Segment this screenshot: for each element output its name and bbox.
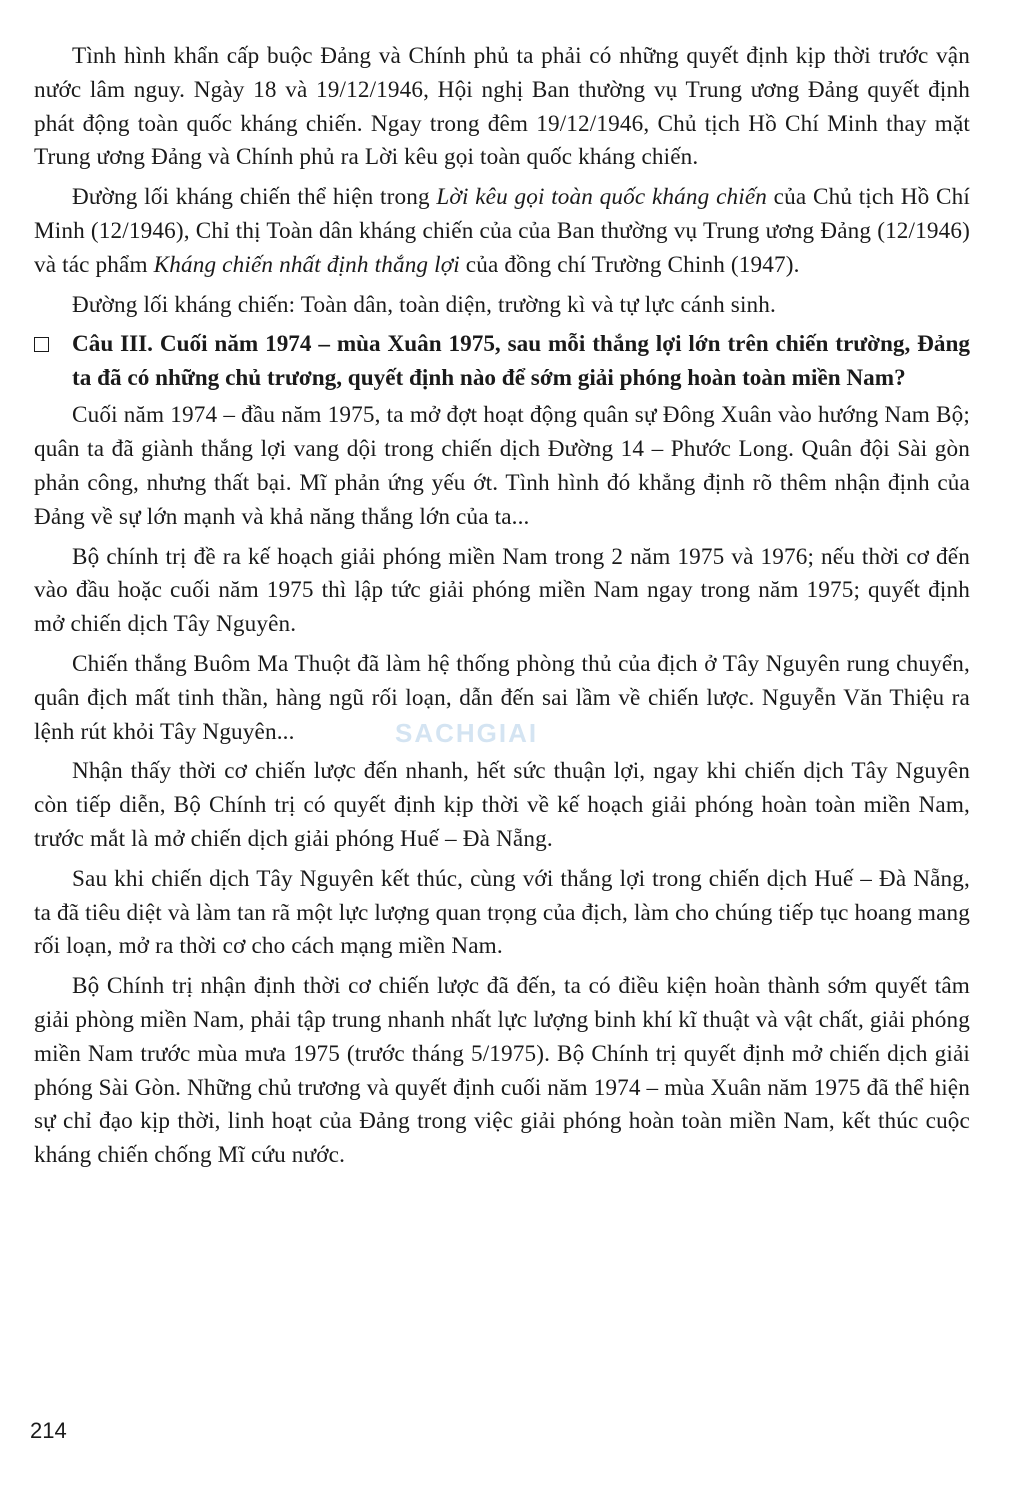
paragraph-line-italic-1: Lời kêu gọi toàn quốc kháng chiến	[436, 184, 768, 211]
page-number: 214	[30, 1418, 67, 1443]
question-text: Câu III. Cuối năm 1974 – mùa Xuân 1975, sau mỗi thắng lợi lớn trên chiến trường, Đảng ta đã có những chủ trương, quyết định nào để sớm giải phóng hoàn toàn miền Nam?	[72, 331, 970, 391]
checkbox-icon	[34, 337, 49, 352]
answer-paragraph-3: Chiến thắng Buôm Ma Thuột đã làm hệ thống phòng thủ của địch ở Tây Nguyên rung chuyển, quân địch mất tinh thần, hàng ngũ rối loạn, dẫn đến sai lầm về chiến lược. Nguyễn Văn Thiệu ra lệnh rút khỏi Tây Nguyên...	[34, 650, 970, 745]
paragraph-line-italic-2: Kháng chiến nhất định thắng lợi	[153, 251, 460, 278]
paragraph-line-text-3: của đồng chí Trường Chinh (1947).	[459, 251, 800, 278]
question-heading	[34, 328, 970, 395]
paragraph-intro: Tình hình khẩn cấp buộc Đảng và Chính phủ ta phải có những quyết định kịp thời trước vận nước lâm nguy. Ngày 18 và 19/12/1946, Hội nghị Ban thường vụ Trung ương Đảng quyết định phát động toàn quốc kháng chiến. Ngay trong đêm 19/12/1946, Chủ tịch Hồ Chí Minh thay mặt Trung ương Đảng và Chính phủ ra Lời kêu gọi toàn quốc kháng chiến.	[34, 43, 970, 171]
paragraph-summary: Đường lối kháng chiến: Toàn dân, toàn diện, trường kì và tự lực cánh sinh.	[72, 291, 776, 318]
answer-paragraph-6: Bộ Chính trị nhận định thời cơ chiến lược đã đến, ta có điều kiện hoàn thành sớm quyết tâm giải phòng miền Nam, phải tập trung nhanh nhất lực lượng binh khí kĩ thuật và vật chất, giải phóng miền Nam trước mùa mưa 1975 (trước tháng 5/1975). Bộ Chính trị quyết định mở chiến dịch giải phóng Sài Gòn. Những chủ trương và quyết định cuối năm 1974 – mùa Xuân năm 1975 đã thể hiện sự chỉ đạo kịp thời, linh hoạt của Đảng trong việc giải phóng hoàn toàn miền Nam, kết thúc cuộc kháng chiến chống Mĩ cứu nước.	[34, 973, 970, 1169]
paragraph-line-text-1: Đường lối kháng chiến thể hiện trong	[72, 184, 437, 211]
answer-paragraph-1: Cuối năm 1974 – đầu năm 1975, ta mở đợt hoạt động quân sự Đông Xuân vào hướng Nam Bộ; quân ta đã giành thắng lợi vang dội trong chiến dịch Đường 14 – Phước Long. Quân đội Sài gòn phản công, nhưng thất bại. Mĩ phản ứng yếu ớt. Tình hình đó khẳng định rõ thêm nhận định của Đảng về sự lớn mạnh và khả năng thắng lớn của ta...	[34, 402, 970, 530]
answer-paragraph-5: Sau khi chiến dịch Tây Nguyên kết thúc, cùng với thắng lợi trong chiến dịch Huế – Đà Nẵng, ta đã tiêu diệt và làm tan rã một lực lượng quan trọng của địch, làm cho chúng tiếp tục hoang mang rối loạn, mở ra thời cơ cho cách mạng miền Nam.	[34, 865, 970, 960]
answer-paragraph-2: Bộ chính trị đề ra kế hoạch giải phóng miền Nam trong 2 năm 1975 và 1976; nếu thời cơ đến vào đầu hoặc cuối năm 1975 thì lập tức giải phóng miền Nam ngay trong năm 1975; quyết định mở chiến dịch Tây Nguyên.	[34, 543, 970, 638]
watermark-logo: SACHGIAI	[395, 718, 539, 748]
page-content	[34, 40, 970, 1179]
answer-paragraph-4: Nhận thấy thời cơ chiến lược đến nhanh, hết sức thuận lợi, ngay khi chiến dịch Tây Nguyên còn tiếp diễn, Bộ Chính trị có quyết định kịp thời về kế hoạch giải phóng hoàn toàn miền Nam, trước mắt là mở chiến dịch giải phóng Huế – Đà Nẵng.	[34, 758, 970, 852]
paragraph-line-text-2: của Chủ tịch Hồ Chí Minh (12/1946), Chỉ thị Toàn dân kháng chiến của của Ban thường vụ Trung ương Đảng (12/1946) và tác phẩm	[34, 184, 970, 278]
paragraph-line	[34, 181, 970, 282]
